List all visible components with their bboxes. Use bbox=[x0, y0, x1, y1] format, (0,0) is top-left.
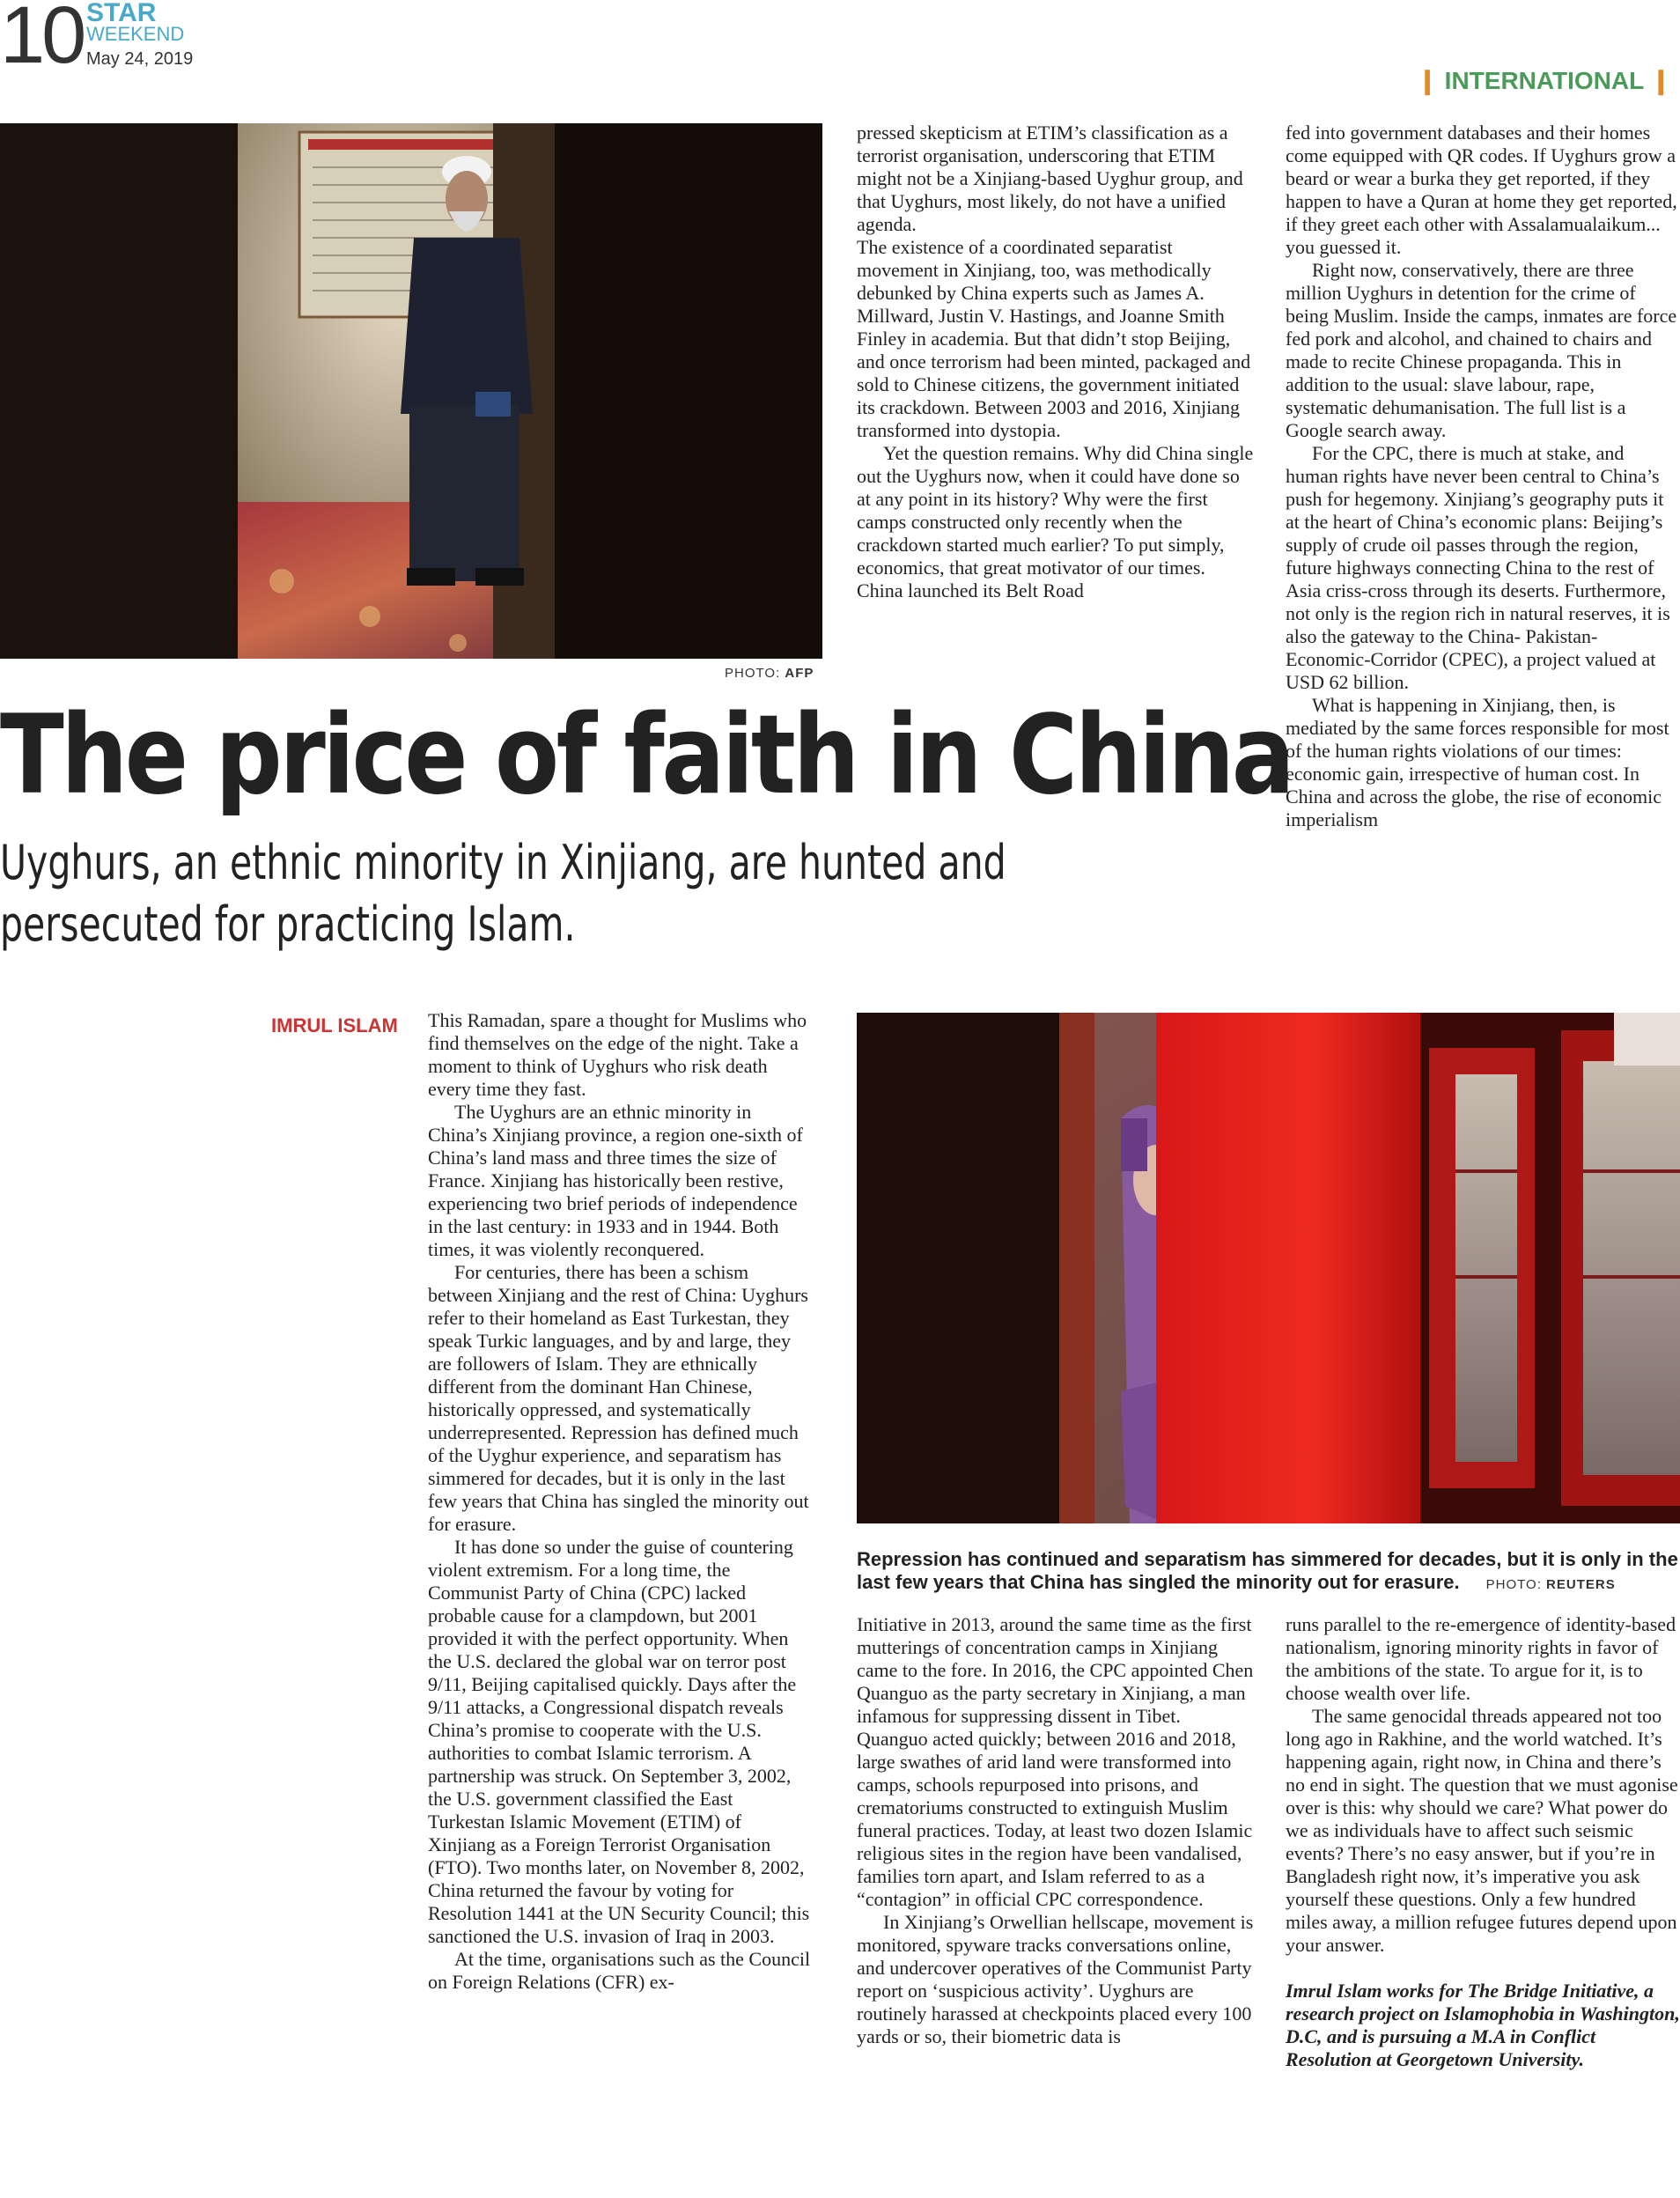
photo-woman-red-pillar bbox=[857, 1013, 1680, 1523]
photo2-caption bbox=[857, 1548, 1680, 1597]
paragraph: pressed skepticism at ETIM’s classification as a terrorist organisation, underscoring that ETIM might not be a Xinjiang-based Uyghur group, and that Uyghurs, most likely, do not have a unified agenda. bbox=[857, 122, 1243, 235]
article-column-3-top bbox=[1286, 122, 1680, 831]
section-bar-icon: ❙ bbox=[1417, 67, 1445, 94]
paragraph: runs parallel to the re-emergence of identity-based nationalism, ignoring minority rights in favor of the ambitions of the state. To argue for it, is to choose wealth over life. bbox=[1286, 1613, 1676, 1704]
photo2-credit-label: PHOTO: bbox=[1485, 1577, 1542, 1592]
photo-man-praying bbox=[0, 123, 822, 659]
article-column-2-bottom bbox=[857, 1613, 1255, 2048]
masthead-sub-brand: WEEKEND bbox=[86, 23, 185, 45]
paragraph: Right now, conservatively, there are three million Uyghurs in detention for the crime of being Muslim. Inside the camps, inmates are force fed pork and alcohol, and chained to chairs and made to recite Chinese propaganda. This in addition to the usual: slave labour, rape, systematic dehumanisation. The full list is a Google search away. bbox=[1286, 259, 1677, 441]
section-bar-icon: ❙ bbox=[1643, 67, 1671, 94]
paragraph: Initiative in 2013, around the same time as the first mutterings of concentration camps in Xinjiang came to the fore. In 2016, the CPC appointed Chen Quanguo as the party secretary in Xinjiang, a man infamous for suppressing dissent in Tibet. Quanguo acted quickly; between 2016 and 2018, large swathes of arid land were transformed into camps, schools repurposed into prisons, and crematoriums constructed to extinguish Muslim funeral practices. Today, at least two dozen Islamic religious sites in the region have been vandalised, families torn apart, and Islam referred to as a “contagion” in official CPC correspondence. bbox=[857, 1613, 1254, 1910]
standfirst: Uyghurs, an ethnic minority in Xinjiang, are hunted and persecuted for practicing Islam. bbox=[0, 835, 1006, 952]
photo1-credit-label: PHOTO: bbox=[725, 666, 781, 681]
author-bio: Imrul Islam works for The Bridge Initiative, a research project on Islamophobia in Washington, D.C, and is pursuing a M.A in Conflict Resolution at Georgetown University. bbox=[1286, 1980, 1680, 2070]
paragraph: In Xinjiang’s Orwellian hellscape, movement is monitored, spyware tracks conversations online, and undercover operatives of the Communist Party report on ‘suspicious activity’. Uyghurs are routinely harassed at checkpoints placed every 100 yards or so, their biometric data is bbox=[857, 1911, 1254, 2047]
photo2-credit bbox=[1486, 1577, 1616, 1592]
section-label bbox=[1417, 67, 1671, 95]
section-label-text: INTERNATIONAL bbox=[1444, 67, 1644, 94]
paragraph: For centuries, there has been a schism between Xinjiang and the rest of China: Uyghurs refer to their homeland as East Turkestan, they speak Turkic languages, and by and large, they are followers of Islam. They are ethnically different from the dominant Han Chinese, historically oppressed, and systematically underrepresented. Repression has defined much of the Uyghur experience, and separatism has simmered for decades, but it is only in the last few years that China has singled the minority out for erasure. bbox=[428, 1261, 809, 1535]
masthead-brand: STAR bbox=[86, 0, 157, 27]
photo2-credit-source: REUTERS bbox=[1546, 1577, 1616, 1592]
paragraph: For the CPC, there is much at stake, and human rights have never been central to China’s push for hegemony. Xinjiang’s geography puts it at the heart of China’s economic plans: Beijing’s supply of crude oil passes through the region, future highways connecting China to the rest of Asia criss-cross through its deserts. Furthermore, not only is the region rich in natural reserves, it is also the gateway to the China- Pakistan-Economic-Corridor (CPEC), a project valued at USD 62 billion. bbox=[1286, 442, 1670, 693]
issue-date: May 24, 2019 bbox=[86, 49, 194, 69]
photo1-credit-source: AFP bbox=[785, 666, 814, 681]
photo-man-praying-illustration bbox=[0, 123, 822, 659]
photo1-credit bbox=[725, 666, 814, 681]
paragraph: This Ramadan, spare a thought for Muslims who find themselves on the edge of the night. Take a moment to think of Uyghurs who risk death every time they fast. bbox=[428, 1009, 807, 1100]
paragraph: The same genocidal threads appeared not too long ago in Rakhine, and the world watched. It’s happening again, right now, in China and there’s no end in sight. The question that we must agonise over is this: why should we care? What power do we as individuals have to affect such seismic events? There’s no easy answer, but if you’re in Bangladesh right now, it’s imperative you ask yourself these questions. Only a few hundred miles away, a million refugee futures depend upon your answer. bbox=[1286, 1705, 1678, 1956]
page-number: 10 bbox=[0, 0, 84, 80]
paragraph: It has done so under the guise of countering violent extremism. For a long time, the Communist Party of China (CPC) lacked probable cause for a clampdown, but 2001 provided it with the perfect opportunity. When the U.S. declared the global war on terror post 9/11, Beijing capitalised quickly. Days after the 9/11 attacks, a Congressional dispatch reveals China’s promise to cooperate with the U.S. authorities to combat Islamic terrorism. A partnership was struck. On September 3, 2002, the U.S. government classified the East Turkestan Islamic Movement (ETIM) of Xinjiang as a Foreign Terrorist Organisation (FTO). Two months later, on November 8, 2002, China returned the favour by voting for Resolution 1441 at the UN Security Council; this sanctioned the U.S. invasion of Iraq in 2003. bbox=[428, 1536, 810, 1947]
paragraph: Yet the question remains. Why did China single out the Uyghurs now, when it could have done so at any point in its history? Why were the first camps constructed only recently when the crackdown started much earlier? To put simply, economics, that great motivator of our times. China launched its Belt Road bbox=[857, 442, 1254, 601]
paragraph: At the time, organisations such as the Council on Foreign Relations (CFR) ex- bbox=[428, 1948, 811, 1993]
photo-woman-red-pillar-illustration bbox=[857, 1013, 1680, 1523]
paragraph: What is happening in Xinjiang, then, is mediated by the same forces responsible for most of the human rights violations of our times: economic gain, irrespective of human cost. In China and across the globe, the rise of economic imperialism bbox=[1286, 694, 1669, 830]
paragraph: fed into government databases and their homes come equipped with QR codes. If Uyghurs grow a beard or wear a burka they get reported, if they happen to have a Quran at home they get reported, if they greet each other with Assalamualaikum... you guessed it. bbox=[1286, 122, 1677, 258]
article-column-1 bbox=[428, 1009, 812, 1994]
article-column-3-bottom bbox=[1286, 1613, 1680, 2071]
article-column-2-top bbox=[857, 122, 1255, 602]
headline: The price of faith in China bbox=[0, 692, 1293, 819]
paragraph: The existence of a coordinated separatist movement in Xinjiang, too, was methodically debunked by China experts such as James A. Millward, Justin V. Hastings, and Joanne Smith Finley in academia. But that didn’t stop Beijing, and once terrorism had been minted, packaged and sold to Chinese citizens, the government initiated its crackdown. Between 2003 and 2016, Xinjiang transformed into dystopia. bbox=[857, 236, 1251, 441]
photo2-caption-text: Repression has continued and separatism has simmered for decades, but it is only in the last few years that China has singled the minority out for erasure. bbox=[857, 1548, 1678, 1593]
paragraph: The Uyghurs are an ethnic minority in China’s Xinjiang province, a region one-sixth of China’s land mass and three times the size of France. Xinjiang has historically been restive, experiencing two brief periods of independence in the last century: in 1933 and in 1944. Both times, it was violently reconquered. bbox=[428, 1101, 803, 1260]
byline: IMRUL ISLAM bbox=[271, 1014, 398, 1036]
